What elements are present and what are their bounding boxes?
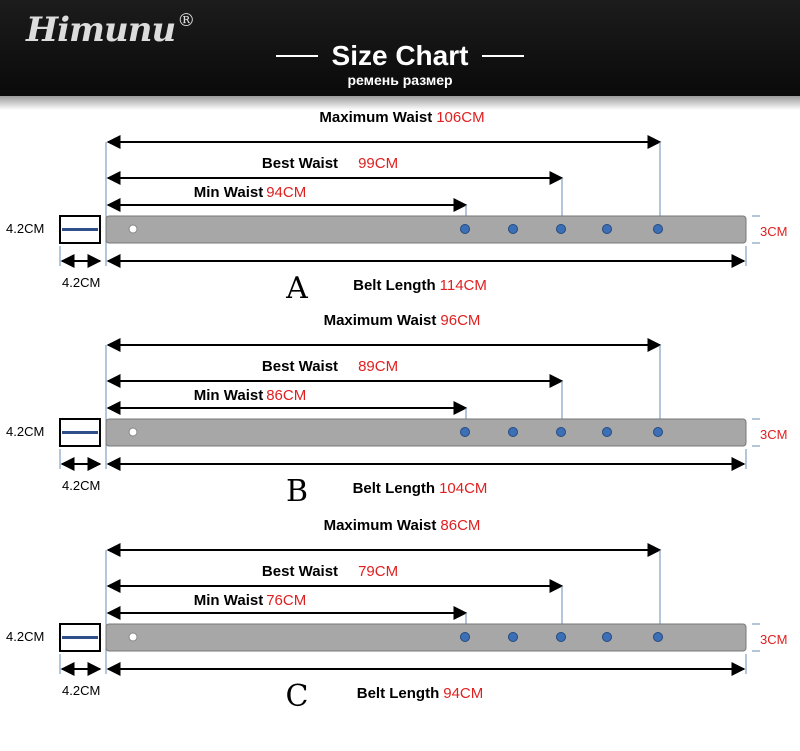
- belt-hole: [509, 633, 518, 642]
- belt-length-text: [353, 480, 488, 497]
- belt-rivet: [129, 225, 137, 233]
- belt-hole: [557, 428, 566, 437]
- belt-rivet: [129, 428, 137, 436]
- maximum-waist-text-label: Maximum Waist: [323, 517, 437, 534]
- belt-length-text-label: Belt Length: [352, 480, 436, 497]
- best-waist-text-label: Best Waist: [261, 563, 339, 580]
- min-waist-text: [194, 184, 306, 201]
- min-waist-text-label: Min Waist: [193, 387, 264, 404]
- belt-panel-a: [6, 109, 787, 306]
- min-waist-text-value: 94CM: [266, 184, 307, 201]
- belt-hole: [654, 225, 663, 234]
- belt-strap: [106, 624, 746, 651]
- best-waist-text: [262, 563, 398, 580]
- belt-hole: [654, 633, 663, 642]
- best-waist-text-label: Best Waist: [261, 155, 339, 172]
- buckle-width-label: 4.2CM: [62, 478, 101, 493]
- belt-hole: [603, 428, 612, 437]
- brand-name: Himunu: [26, 10, 176, 50]
- min-waist-text-value: 76CM: [266, 592, 307, 609]
- buckle-width-label: 4.2CM: [62, 275, 101, 290]
- best-waist-text-value: 99CM: [358, 155, 399, 172]
- maximum-waist-text: [319, 109, 484, 126]
- best-waist-text-value: 89CM: [358, 358, 399, 375]
- min-waist-text: [194, 387, 306, 404]
- belt-width-label: 3CM: [760, 632, 788, 647]
- buckle-size-label: 4.2CM: [6, 424, 45, 439]
- maximum-waist-text-value: 96CM: [440, 312, 481, 329]
- belt-length-text: [357, 685, 484, 702]
- maximum-waist-text-label: Maximum Waist: [323, 312, 437, 329]
- maximum-waist-text: [324, 517, 481, 534]
- min-waist-text-value: 86CM: [266, 387, 307, 404]
- belt-hole: [461, 428, 470, 437]
- model-letter: C: [285, 679, 309, 714]
- buckle-prong: [62, 228, 98, 231]
- best-waist-text-value: 79CM: [358, 563, 399, 580]
- belt-hole: [509, 428, 518, 437]
- model-letter: B: [285, 474, 309, 509]
- buckle-prong: [62, 431, 98, 434]
- min-waist-text-label: Min Waist: [193, 184, 264, 201]
- belt-hole: [461, 225, 470, 234]
- belt-width-label: 3CM: [760, 427, 788, 442]
- belt-hole: [654, 428, 663, 437]
- best-waist-text: [262, 155, 398, 172]
- belt-hole: [603, 225, 612, 234]
- model-letter: A: [286, 271, 308, 306]
- belt-width-label: 3CM: [760, 224, 788, 239]
- belt-rivet: [129, 633, 137, 641]
- page-subtitle: ремень размер: [347, 72, 453, 88]
- belt-panel-b: [6, 312, 787, 509]
- maximum-waist-text-label: Maximum Waist: [319, 109, 433, 126]
- belt-length-text-label: Belt Length: [356, 685, 440, 702]
- buckle-size-label: 4.2CM: [6, 221, 45, 236]
- min-waist-text: [194, 592, 306, 609]
- belt-strap: [106, 216, 746, 243]
- belt-length-text-value: 114CM: [439, 277, 487, 294]
- best-waist-text-label: Best Waist: [261, 358, 339, 375]
- maximum-waist-text: [324, 312, 481, 329]
- min-waist-text-label: Min Waist: [193, 592, 264, 609]
- best-waist-text: [262, 358, 398, 375]
- registered-mark: ®: [177, 10, 195, 31]
- belt-hole: [557, 633, 566, 642]
- belt-panel-c: [6, 517, 787, 714]
- belt-hole: [603, 633, 612, 642]
- belt-length-text-label: Belt Length: [353, 277, 436, 294]
- belt-hole: [461, 633, 470, 642]
- buckle-width-label: 4.2CM: [62, 683, 101, 698]
- maximum-waist-text-value: 106CM: [436, 109, 485, 126]
- belt-hole: [509, 225, 518, 234]
- buckle-prong: [62, 636, 98, 639]
- belt-hole: [557, 225, 566, 234]
- maximum-waist-text-value: 86CM: [440, 517, 481, 534]
- belt-length-text-value: 94CM: [443, 685, 484, 702]
- page-title-text: Size Chart: [331, 40, 469, 71]
- belt-strap: [106, 419, 746, 446]
- belt-length-text: [353, 277, 487, 294]
- buckle-size-label: 4.2CM: [6, 629, 45, 644]
- belt-length-text-value: 104CM: [439, 480, 488, 497]
